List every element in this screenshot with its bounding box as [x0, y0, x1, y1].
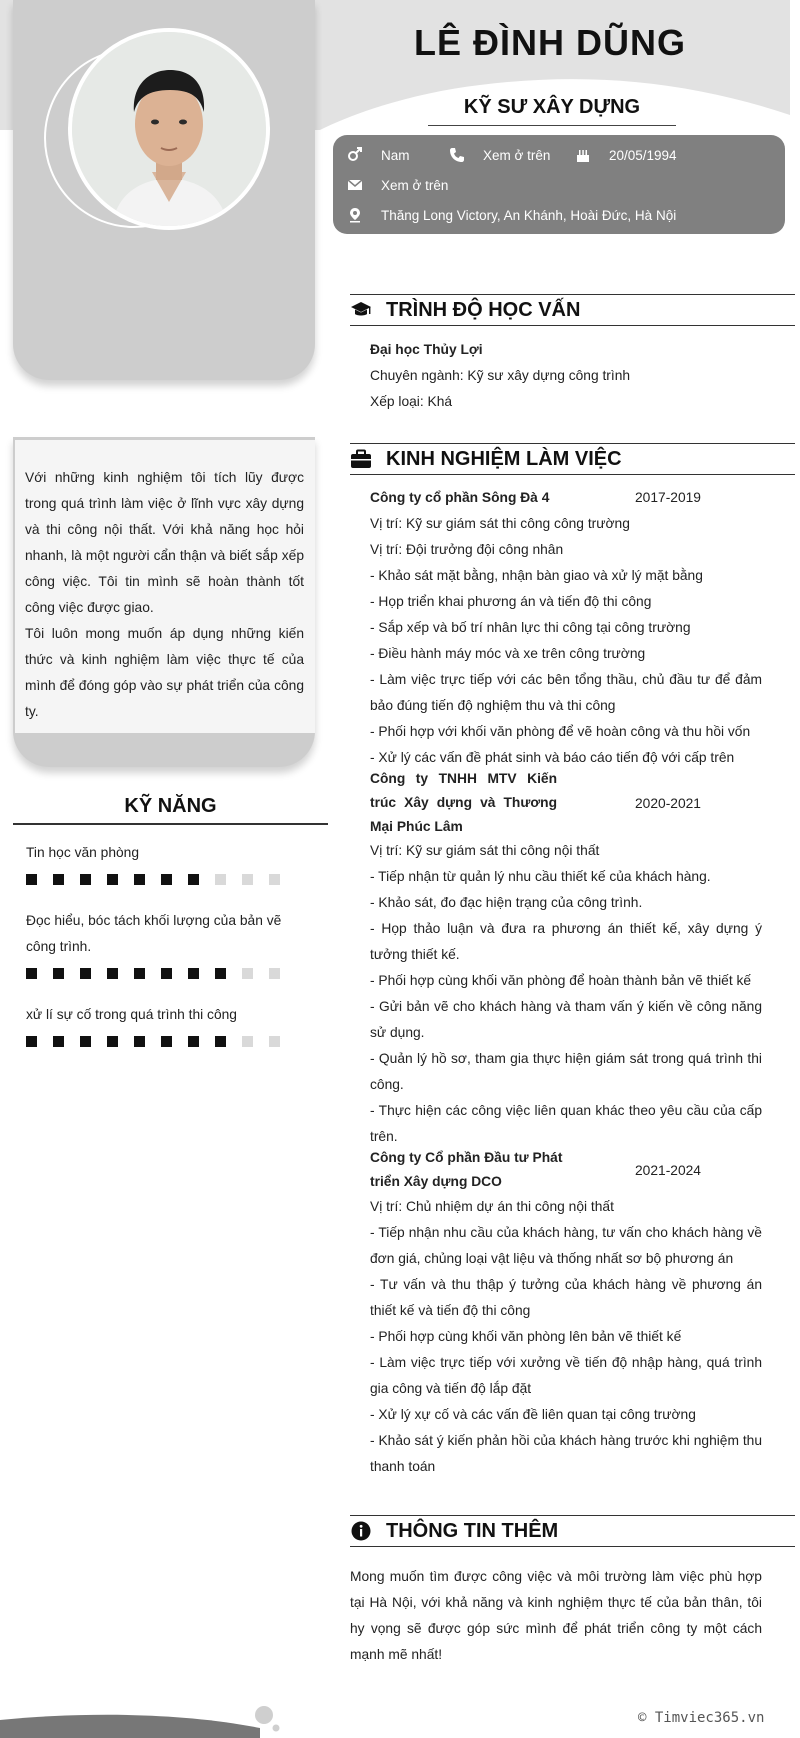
additional-title: THÔNG TIN THÊM — [386, 1519, 559, 1542]
skill-dot-filled — [188, 1036, 199, 1047]
job-line: - Phối hợp cùng khối văn phòng để hoàn thành bản vẽ thiết kế — [370, 973, 752, 988]
skills-divider — [13, 823, 328, 825]
skill-dot-filled — [215, 968, 226, 979]
job-line: Vị trí: Đội trưởng đội công nhân — [370, 542, 564, 557]
phone-icon — [449, 147, 465, 163]
job-line: - Tiếp nhận nhu cầu của khách hàng, tư vấn cho khách hàng về đơn giá, chủng loại vật liệu và thống nhất sơ bộ phương án — [370, 1225, 762, 1266]
job-line: - Họp triển khai phương án và tiến độ thi công — [370, 594, 652, 609]
skill-rating — [26, 968, 296, 979]
skill-item — [26, 840, 296, 885]
phone-value: Xem ở trên — [483, 147, 551, 163]
school-name: Đại học Thủy Lợi — [370, 342, 483, 357]
job-details — [370, 511, 762, 771]
skill-dot-filled — [134, 1036, 145, 1047]
skill-dot-empty — [242, 1036, 253, 1047]
job-line: - Tiếp nhận từ quản lý nhu cầu thiết kế của khách hàng. — [370, 869, 711, 884]
job-title: KỸ SƯ XÂY DỰNG — [428, 96, 676, 126]
skills-title: KỸ NĂNG — [124, 795, 217, 817]
skill-dot-filled — [215, 1036, 226, 1047]
education-section-header — [350, 294, 795, 326]
contact-gender — [347, 147, 410, 163]
job-line: - Làm việc trực tiếp với các bên tổng thầu, chủ đầu tư để đảm bảo đúng tiến độ nghiệm thu và thi công — [370, 672, 762, 713]
about-paragraph-2: Tôi luôn mong muốn áp dụng những kiến thức và kinh nghiệm làm việc thực tế của mình để đóng góp vào sự phát triển của công ty. — [25, 626, 304, 719]
skill-rating — [26, 874, 296, 885]
job-details — [370, 838, 762, 1150]
skill-dot-filled — [26, 968, 37, 979]
graduation-cap-icon — [350, 299, 372, 321]
job-line: - Điều hành máy móc và xe trên công trường — [370, 646, 646, 661]
job-line: - Phối hợp cùng khối văn phòng lên bản vẽ thiết kế — [370, 1329, 682, 1344]
job-line: - Xử lý các vấn đề phát sinh và báo cáo tiến độ với cấp trên — [370, 750, 735, 765]
about-paragraph-1: Với những kinh nghiệm tôi tích lũy được trong quá trình làm việc ở lĩnh vực xây dựng và thi công nội thất. Với khả năng học hỏi nhanh, là một người cẩn thận và biết sắp xếp công việc. Tôi tin mình sẽ hoàn thành tốt công việc được giao. — [25, 470, 304, 615]
skill-rating — [26, 1036, 296, 1047]
job-line: Vị trí: Kỹ sư giám sát thi công công trường — [370, 516, 630, 531]
contact-email — [347, 177, 448, 193]
job-line: - Khảo sát mặt bằng, nhận bàn giao và xử lý mặt bằng — [370, 568, 703, 583]
major: Chuyên ngành: Kỹ sư xây dựng công trình — [370, 368, 631, 383]
skill-dot-filled — [161, 1036, 172, 1047]
email-value: Xem ở trên — [381, 177, 449, 193]
info-circle-icon — [350, 1520, 372, 1542]
job-line: - Khảo sát ý kiến phản hồi của khách hàng trước khi nghiệm thu thanh toán — [370, 1433, 762, 1474]
job-line: - Thực hiện các công việc liên quan khác theo yêu cầu của cấp trên. — [370, 1103, 762, 1144]
rank: Xếp loại: Khá — [370, 394, 453, 409]
job-company: Công ty TNHH MTV Kiến trúc Xây dựng và Thương Mại Phúc Lâm — [370, 771, 557, 834]
skill-dot-empty — [242, 874, 253, 885]
skill-dot-filled — [161, 874, 172, 885]
gender-icon — [347, 147, 363, 163]
job-line: - Họp thảo luận và đưa ra phương án thiết kế, xây dựng ý tưởng thiết kế. — [370, 921, 762, 962]
additional-section-header — [350, 1515, 795, 1547]
skill-dot-filled — [53, 874, 64, 885]
footer-brand: © Timviec365.vn — [638, 1710, 765, 1726]
contact-address — [347, 207, 676, 223]
skill-dot-filled — [134, 874, 145, 885]
skill-dot-filled — [107, 1036, 118, 1047]
skill-dot-filled — [188, 874, 199, 885]
experience-title: KINH NGHIỆM LÀM VIỆC — [386, 447, 622, 470]
job-company: Công ty Cổ phần Đầu tư Phát triển Xây dựng DCO — [370, 1150, 563, 1189]
skill-dot-filled — [161, 968, 172, 979]
job-line: - Quản lý hồ sơ, tham gia thực hiện giám sát trong quá trình thi công. — [370, 1051, 762, 1092]
skill-dot-empty — [269, 874, 280, 885]
job-line: - Tư vấn và thu thập ý tưởng của khách hàng về phương án thiết kế và tiến độ thi công — [370, 1277, 762, 1318]
email-icon — [347, 177, 363, 193]
job-period: 2021-2024 — [635, 1163, 701, 1178]
job-period: 2020-2021 — [635, 796, 701, 811]
skill-dot-filled — [107, 874, 118, 885]
address-value: Thăng Long Victory, An Khánh, Hoài Đức, Hà Nội — [381, 207, 677, 223]
skill-dot-filled — [53, 1036, 64, 1047]
gender-value: Nam — [381, 147, 410, 163]
avatar — [72, 32, 266, 226]
candidate-name: LÊ ĐÌNH DŨNG — [414, 22, 686, 63]
job-line: - Phối hợp với khối văn phòng để vẽ hoàn công và thu hồi vốn — [370, 724, 751, 739]
skill-name: Đọc hiểu, bóc tách khối lượng của bản vẽ công trình. — [26, 913, 282, 954]
about-text — [25, 465, 304, 725]
birthday-cake-icon — [575, 147, 591, 163]
skill-dot-empty — [242, 968, 253, 979]
skill-dot-filled — [188, 968, 199, 979]
job-line: - Sắp xếp và bố trí nhân lực thi công tại công trường — [370, 620, 691, 635]
education-title: TRÌNH ĐỘ HỌC VẤN — [386, 298, 581, 321]
skill-dot-empty — [215, 874, 226, 885]
job-line: Vị trí: Kỹ sư giám sát thi công nội thất — [370, 843, 600, 858]
job-line: - Làm việc trực tiếp với xưởng về tiến độ nhập hàng, quá trình gia công và tiến độ lắp đặt — [370, 1355, 762, 1396]
job-line: Vị trí: Chủ nhiệm dự án thi công nội thất — [370, 1199, 614, 1214]
briefcase-icon — [350, 448, 372, 470]
job-period: 2017-2019 — [635, 490, 701, 505]
job-line: - Gửi bản vẽ cho khách hàng và tham vấn ý kiến về công năng sử dụng. — [370, 999, 762, 1040]
skill-dot-filled — [80, 874, 91, 885]
birthday-value: 20/05/1994 — [609, 147, 677, 163]
skill-item — [26, 908, 296, 979]
job-details — [370, 1194, 762, 1480]
skill-dot-filled — [26, 1036, 37, 1047]
contact-phone — [449, 147, 550, 163]
experience-section-header — [350, 443, 795, 475]
skill-dot-filled — [53, 968, 64, 979]
skill-dot-filled — [26, 874, 37, 885]
skill-name: Tin học văn phòng — [26, 845, 140, 860]
job-line: - Xử lý xự cố và các vấn đề liên quan tại công trường — [370, 1407, 696, 1422]
skill-dot-empty — [269, 968, 280, 979]
additional-text: Mong muốn tìm được công việc và môi trường làm việc phù hợp tại Hà Nội, với khả năng và kinh nghiệm thực tế của bản thân, tôi hy vọng sẽ được góp sức mình để phát triển công ty một cách mạnh mẽ nhất! — [350, 1569, 762, 1662]
location-icon — [347, 207, 363, 223]
job-company: Công ty cổ phần Sông Đà 4 — [370, 490, 550, 505]
skill-dot-empty — [269, 1036, 280, 1047]
skill-dot-filled — [80, 1036, 91, 1047]
job-line: - Khảo sát, đo đạc hiện trạng của công trình. — [370, 895, 643, 910]
contact-birthday — [575, 147, 677, 163]
skill-dot-filled — [80, 968, 91, 979]
skill-dot-filled — [134, 968, 145, 979]
skill-name: xử lí sự cố trong quá trình thi công — [26, 1007, 237, 1022]
contact-info-box — [333, 135, 785, 234]
skill-item — [26, 1002, 296, 1047]
skill-dot-filled — [107, 968, 118, 979]
